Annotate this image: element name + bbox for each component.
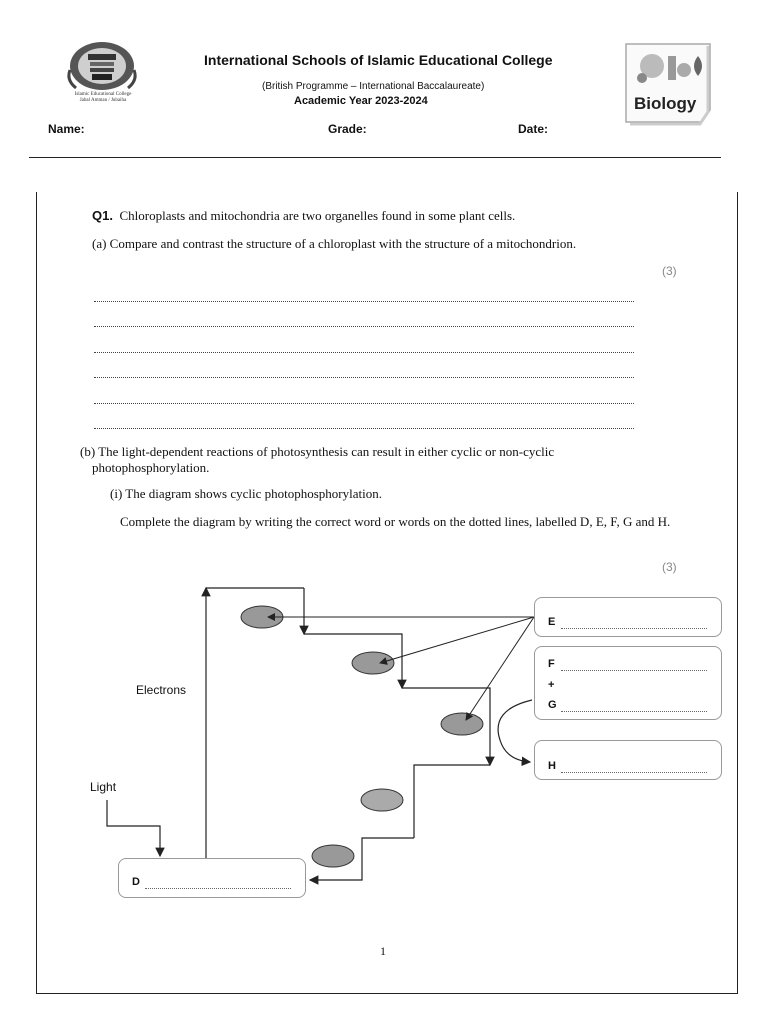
answer-d[interactable] — [145, 887, 291, 889]
carrier-3 — [441, 713, 483, 735]
staircase-step-4 — [414, 765, 490, 838]
name-label: Name: — [48, 122, 85, 136]
e-pointer-3 — [466, 617, 534, 720]
logo-caption-line-2: Jabal Amman / Jubaiha — [79, 98, 127, 103]
question-part-a: (a) Compare and contrast the structure of a chloroplast with the structure of a mitochondrion. — [92, 236, 577, 251]
carrier-4 — [361, 789, 403, 811]
box-d[interactable] — [118, 858, 306, 898]
biology-badge-label: Biology — [634, 94, 697, 113]
e-pointer-2 — [380, 617, 534, 663]
fg-to-h-arrow — [498, 700, 532, 762]
question-number: Q1. — [92, 208, 113, 223]
label-g: G — [548, 699, 557, 711]
carrier-2 — [352, 652, 394, 674]
question-intro-text: Chloroplasts and mitochondria are two organelles found in some plant cells. — [119, 208, 516, 223]
date-label: Date: — [518, 122, 549, 136]
logo-caption-line-1: Islamic Educational College — [74, 92, 132, 97]
label-h: H — [548, 760, 556, 772]
school-name: International Schools of Islamic Educational College — [204, 52, 553, 68]
part-b-i-marks: (3) — [662, 560, 677, 574]
light-label: Light — [90, 780, 117, 794]
question-part-b-i: (i) The diagram shows cyclic photophosphorylation. — [110, 486, 382, 501]
box-f-g[interactable] — [534, 646, 722, 720]
answer-e[interactable] — [561, 627, 707, 629]
programme-name: (British Programme – International Baccalaureate) — [262, 81, 485, 92]
academic-year: Academic Year 2023-2024 — [294, 95, 428, 107]
carrier-5 — [312, 845, 354, 867]
grade-label: Grade: — [328, 122, 367, 136]
answer-g[interactable] — [561, 710, 707, 712]
question-part-b-i-instruction: Complete the diagram by writing the correct word or words on the dotted lines, labelled D, E, F, G and H. — [120, 514, 671, 529]
label-e: E — [548, 616, 556, 628]
electrons-label: Electrons — [136, 683, 187, 697]
part-a-marks: (3) — [662, 264, 677, 278]
answer-f[interactable] — [561, 669, 707, 671]
answer-h[interactable] — [561, 771, 707, 773]
box-e[interactable] — [534, 597, 722, 637]
question-part-b: (b) The light-dependent reactions of photosynthesis can result in either cyclic or non-cyclic photophosphorylation. — [80, 444, 555, 475]
light-arrow — [107, 800, 160, 856]
label-d: D — [132, 876, 140, 888]
plus-sign: + — [548, 679, 555, 691]
label-f: F — [548, 658, 555, 670]
box-h[interactable] — [534, 740, 722, 780]
page-number: 1 — [380, 944, 386, 958]
